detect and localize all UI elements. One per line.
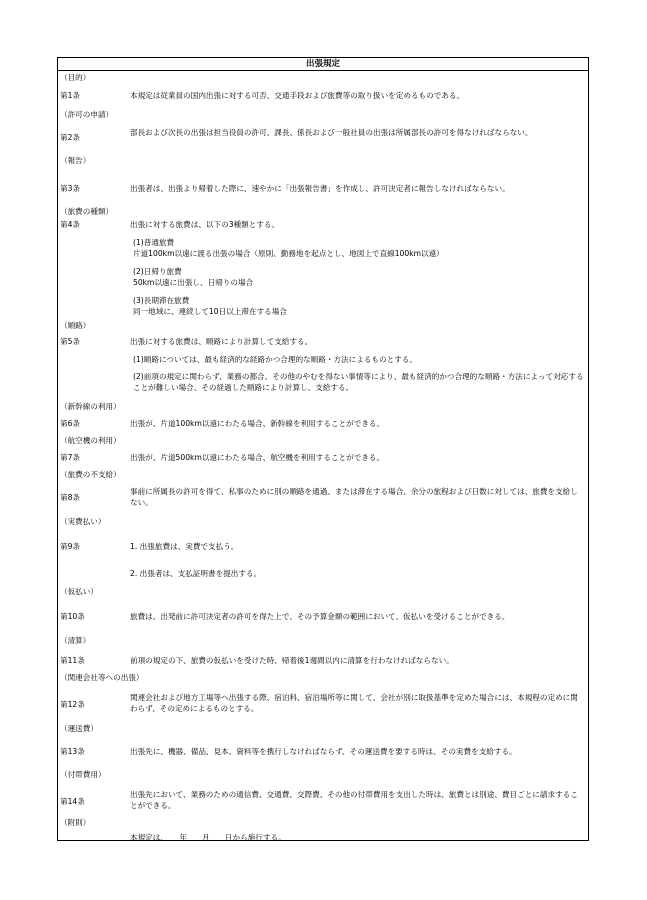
supplementary-text: 本規定は、 年 月 日から施行する。 [130,833,286,842]
article-text: 関連会社および地方工場等へ出張する際、宿泊料、宿泊場所等に関して、会社が別に取扱基準を定めた場合には、本規程の定めに関わらず、その定めによるものとする。 [130,693,578,713]
list-item: 1. 出張旅費は、実費で支払う。 [130,542,239,551]
article-text: 前項の規定の下、旅費の仮払いを受けた時、帰着後1週間以内に清算を行わなければならない。 [130,656,454,665]
section-heading: （報告） [60,156,91,165]
article-text: 部長および次長の出張は担当役員の許可、課長、係長および一般社員の出張は所属部長の許可を得なければならない。 [130,128,533,137]
list-item: (1)順路については、最も経済的な経路かつ合理的な順路・方法によるものとする。 [133,355,417,364]
section-heading: （旅費の不支給） [60,470,121,479]
article-text: 出張に対する旅費は、順路により計算して支給する。 [130,337,313,346]
article-text: 出張先において、業務のための通信費、交通費、交際費、その他の付帯費用を支出した時は、旅費とは別途、費目ごとに請求することができる。 [130,790,578,810]
article-text: 出張が、片道100km以遠にわたる場合、新幹線を利用することができる。 [130,419,385,428]
section-heading: （航空機の利用） [60,436,121,445]
list-item-label: (1)普通旅費 [133,238,175,247]
section-heading: （実費払い） [60,517,106,526]
article-text: 出張先に、機器、備品、見本、資料等を携行しなければならず、その運送費を要する時は、その実費を支給する。 [130,747,517,756]
list-item-desc: 同一地域に、連続して10日以上滞在する場合 [133,307,287,316]
article-number: 第13条 [60,747,85,756]
article-number: 第2条 [60,133,81,142]
list-item: 2. 出張者は、支払証明書を提出する。 [130,569,262,578]
regulation-table [57,57,589,841]
article-text: 出張者は、出張より帰着した際に、速やかに「出張報告書」を作成し、許可決定者に報告しなければならない。 [130,184,510,193]
article-number: 第11条 [60,656,85,665]
section-heading: （旅費の種類） [60,207,114,216]
article-text: 旅費は、出発前に許可決定者の許可を得た上で、その予算金額の範囲において、仮払いを受けることができる。 [130,612,510,621]
section-heading: （目的） [60,73,91,82]
article-text: 事前に所属長の許可を得て、私事のために別の順路を通過、または滞在する場合、余分の旅程および日数に対しては、旅費を支給しない。 [130,487,578,507]
section-heading: （清算） [60,636,91,645]
article-number: 第1条 [60,91,81,100]
article-number: 第12条 [60,700,85,709]
list-item-label: (2)日帰り旅費 [133,267,182,276]
list-item-label: (3)長期滞在旅費 [133,296,190,305]
article-number: 第14条 [60,797,85,806]
list-item-desc: 片道100km以遠に渡る出張の場合（原則、勤務地を起点とし、地図上で直線100km以遠） [133,249,444,258]
article-number: 第5条 [60,337,81,346]
article-text: 本規定は従業員の国内出張に対する可否、交通手段および旅費等の取り扱いを定めるものである。 [130,91,465,100]
list-item-desc: 50km以遠に出張し、日帰りの場合 [133,278,254,287]
list-item: (2)前項の規定に関わらず、業務の都合、その他のやむを得ない事情等により、最も経済的かつ合理的な順路・方法によって対応することが難しい場合、その経過した順路により計算し、支給する。 [133,372,584,392]
section-heading: （付帯費用） [60,770,106,779]
section-heading: （許可の申請） [60,110,114,119]
article-number: 第4条 [60,220,81,229]
article-number: 第7条 [60,453,81,462]
section-heading: （順路） [60,321,91,330]
section-heading: （仮払い） [60,587,98,596]
article-number: 第6条 [60,419,81,428]
article-number: 第3条 [60,184,81,193]
section-heading: （運送費） [60,724,98,733]
article-number: 第10条 [60,612,85,621]
document-title: 出張規定 [58,58,588,71]
article-number: 第8条 [60,493,81,502]
section-heading: （関連会社等への出張） [60,673,144,682]
section-heading: （新幹線の利用） [60,402,121,411]
article-number: 第9条 [60,542,81,551]
article-text: 出張が、片道500km以遠にわたる場合、航空機を利用することができる。 [130,453,385,462]
article-text: 出張に対する旅費は、以下の3種類とする。 [130,220,280,229]
section-heading: （附則） [60,818,91,827]
